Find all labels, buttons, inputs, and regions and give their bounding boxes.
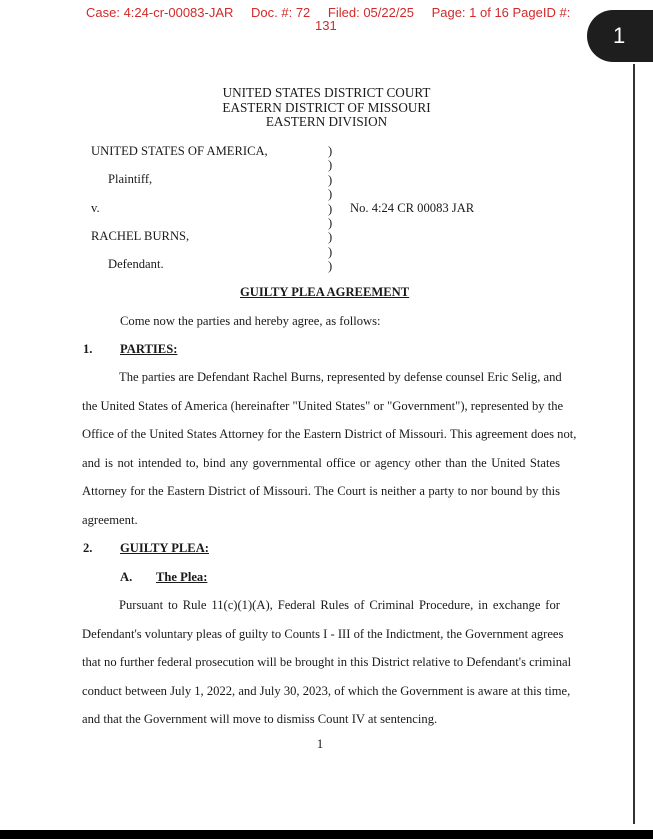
- defendant-name: RACHEL BURNS,: [91, 229, 190, 243]
- section-2-paragraph: Pursuant to Rule 11(c)(1)(A), Federal Rules of Criminal Procedure, in exchange for Defendant's voluntary pleas of guilty to Counts I - III of the Indictment, the Government agrees that no further federal prosecution will be brought in this District relative to Defendant's criminal conduct between July 1, 2022, and July 30, 2023, of which the Government is aware at this time, and that the Government will move to dismiss Count IV at sentencing.: [82, 598, 572, 727]
- page-edge-line: [633, 64, 635, 824]
- bottom-bar: [0, 830, 653, 839]
- court-heading: [0, 86, 653, 130]
- defendant-role: Defendant.: [108, 257, 164, 271]
- versus: v.: [91, 201, 100, 215]
- subsection-a-letter: A.: [120, 570, 133, 584]
- caption-parentheses: ) ) ) ) ) ) ) ) ): [328, 144, 333, 274]
- section-2-number: 2.: [83, 541, 93, 555]
- plaintiff-role: Plaintiff,: [108, 172, 153, 186]
- case-number-stamp: Case: 4:24-cr-00083-JAR: [86, 5, 234, 20]
- court-district: EASTERN DISTRICT OF MISSOURI: [222, 99, 431, 115]
- subsection-a-title: The Plea:: [156, 570, 208, 584]
- filed-date-stamp: Filed: 05/22/25: [327, 5, 414, 20]
- court-division: EASTERN DIVISION: [265, 114, 388, 129]
- doc-number-stamp: Doc. #: 72: [251, 5, 311, 20]
- page-counter-badge: 1: [587, 10, 653, 62]
- pageid-stamp: 131: [315, 18, 337, 33]
- section-1-paragraph: The parties are Defendant Rachel Burns, represented by defense counsel Eric Selig, and the United States of America (hereinafter "United States" or "Government"), represented by the Office of the United States Attorney for the Eastern District of Missouri. This agreement does not, and is not intended to, bind any governmental office or agency other than the United States Attorney for the Eastern District of Missouri. The Court is neither a party to nor bound by this agreement.: [82, 370, 577, 527]
- court-name: UNITED STATES DISTRICT COURT: [222, 85, 431, 100]
- document-title: GUILTY PLEA AGREEMENT: [240, 285, 410, 299]
- page-stamp: Page: 1 of 16 PageID #:: [431, 5, 571, 20]
- plaintiff-name: UNITED STATES OF AMERICA,: [91, 144, 268, 158]
- section-1-number: 1.: [83, 342, 93, 356]
- page-number: 1: [316, 736, 324, 751]
- case-number: No. 4:24 CR 00083 JAR: [350, 201, 475, 215]
- section-2-title: GUILTY PLEA:: [120, 541, 209, 555]
- intro-text: Come now the parties and hereby agree, as follows:: [120, 314, 381, 328]
- section-1-title: PARTIES:: [120, 342, 178, 356]
